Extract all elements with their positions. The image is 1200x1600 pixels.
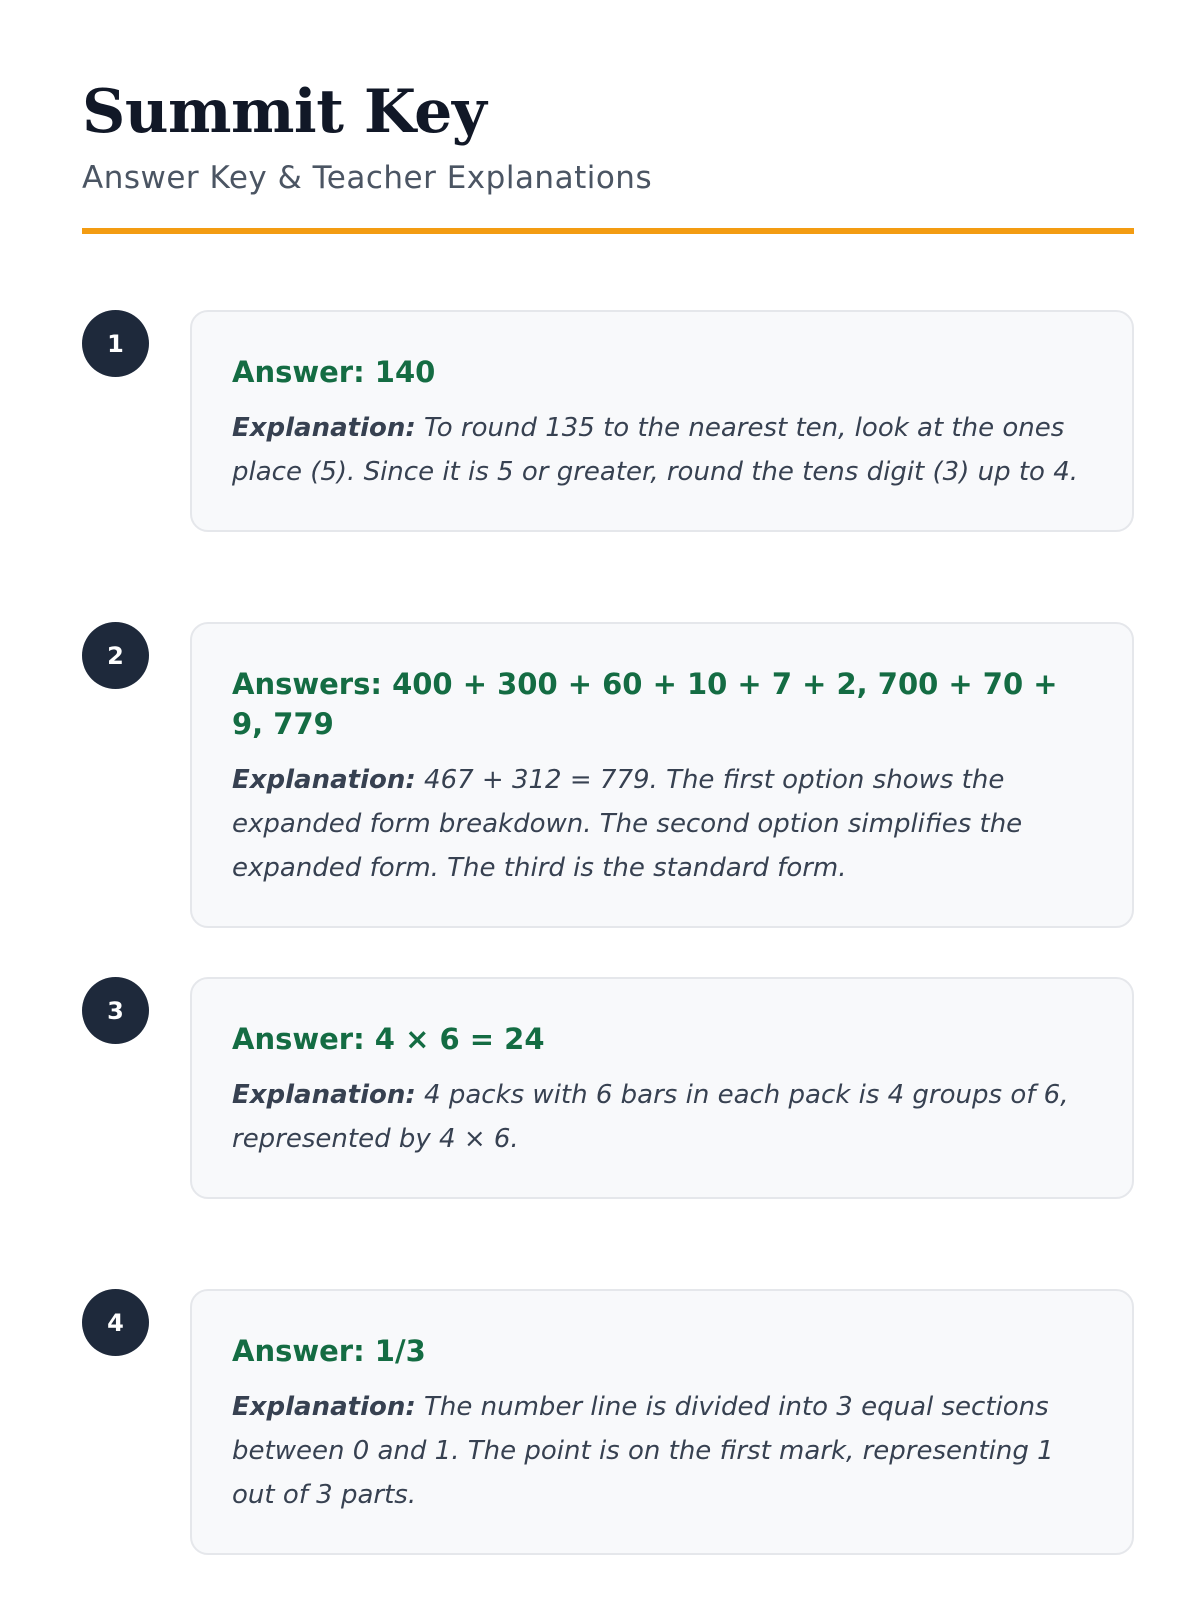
explanation-label: Explanation: <box>232 1392 416 1422</box>
explanation-body: 4 packs with 6 bars in each pack is 4 groups of 6, represented by 4 × 6. <box>232 1080 1069 1154</box>
answer-card <box>190 977 1134 1199</box>
answer-card <box>190 1289 1134 1555</box>
answer-text: Answer: 4 × 6 = 24 <box>232 1022 545 1056</box>
page-header <box>82 0 1134 234</box>
explanation-body: To round 135 to the nearest ten, look at the ones place (5). Since it is 5 or greater, round the tens digit (3) up to 4. <box>232 413 1079 487</box>
page-title: Summit Key <box>82 77 487 147</box>
answer-text: Answer: 1/3 <box>232 1334 426 1368</box>
answer-card <box>190 310 1134 532</box>
explanation-label: Explanation: <box>232 765 416 795</box>
answer-text: Answer: 140 <box>232 355 436 389</box>
question-number-badge: 2 <box>82 622 149 689</box>
explanation-text <box>232 406 1092 494</box>
page-subtitle: Answer Key & Teacher Explanations <box>82 160 653 196</box>
explanation-label: Explanation: <box>232 413 416 443</box>
answer-card <box>190 622 1134 928</box>
header-divider <box>82 228 1134 234</box>
explanation-text <box>232 1073 1092 1161</box>
explanation-label: Explanation: <box>232 1080 416 1110</box>
answer-key-page <box>82 0 1134 1510</box>
explanation-body: The number line is divided into 3 equal sections between 0 and 1. The point is on the first mark, representing 1 out of 3 parts. <box>232 1392 1054 1510</box>
question-number-badge: 4 <box>82 1289 149 1356</box>
explanation-body: 467 + 312 = 779. The first option shows the expanded form breakdown. The second option simplifies the expanded form. The third is the standard form. <box>232 765 1023 883</box>
answer-text: Answers: 400 + 300 + 60 + 10 + 7 + 2, 700 + 70 + 9, 779 <box>232 667 1058 741</box>
explanation-text <box>232 1385 1092 1517</box>
question-number-badge: 1 <box>82 310 149 377</box>
question-number-badge: 3 <box>82 977 149 1044</box>
explanation-text <box>232 758 1092 890</box>
